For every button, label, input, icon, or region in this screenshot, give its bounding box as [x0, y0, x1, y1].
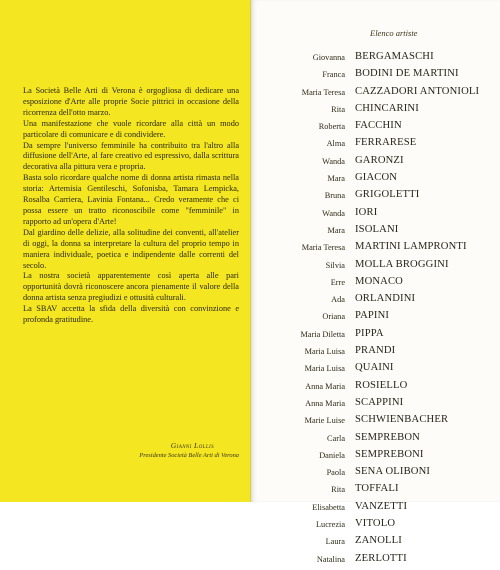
artist-row — [251, 68, 500, 85]
artist-first-name: Wanda — [322, 156, 345, 166]
artist-first-name: Marie Luise — [304, 416, 345, 426]
artist-row — [251, 432, 500, 449]
artist-last-name: VANZETTI — [355, 500, 408, 512]
artist-first-name: Natalina — [316, 554, 345, 564]
artist-last-name: PAPINI — [355, 310, 390, 322]
artist-row — [251, 414, 500, 431]
artist-first-name: Mara — [327, 174, 345, 184]
artist-first-name: Paola — [326, 468, 345, 478]
artist-row — [251, 466, 500, 483]
artist-first-name: Giovanna — [312, 53, 345, 62]
artist-first-name: Daniela — [319, 450, 345, 460]
artist-last-name: PIPPA — [355, 327, 384, 339]
artist-first-name: Anna Maria — [305, 398, 345, 408]
artist-first-name: Bruna — [324, 191, 345, 201]
intro-paragraph: Basta solo ricordare qualche nome di donna artista rimasta nella storia: Artemisia Gentileschi, Sofonisba, Tamara Lempicka, Rosalba Carriera, Lavinia Fontana... Credo veramente che ci possa essere un tratto riconoscibile come "femminile" in rapporto ad un'opera d'Arte! — [23, 173, 239, 226]
artist-first-name: Maria Diletta — [300, 329, 345, 339]
artist-last-name: FERRARESE — [355, 137, 417, 149]
artist-last-name: MARTINI LAMPRONTI — [355, 241, 467, 253]
artist-last-name: IORI — [355, 206, 378, 218]
intro-paragraph: Da sempre l'universo femminile ha contribuito tra l'altro alla diffusione dell'Arte, al fare creativo ed espressivo, dalla scrittura decorativa alla pittura vera e propria. — [23, 140, 239, 172]
artist-first-name: Wanda — [322, 208, 345, 218]
artist-first-name: Alma — [326, 139, 345, 149]
artist-last-name: FACCHIN — [355, 120, 402, 132]
artist-row — [251, 535, 500, 552]
artist-row — [251, 553, 500, 570]
artist-first-name: Maria Teresa — [301, 87, 345, 97]
artist-row — [251, 380, 500, 397]
artist-row — [251, 276, 500, 293]
artist-row — [251, 189, 500, 206]
artist-row — [251, 207, 500, 224]
artist-first-name: Erre — [330, 277, 345, 287]
artist-first-name: Rita — [331, 104, 345, 114]
artist-row — [251, 86, 500, 103]
artist-row — [251, 328, 500, 345]
artist-last-name: QUAINI — [355, 362, 394, 374]
artist-row — [251, 172, 500, 189]
artist-last-name: SEMPREBON — [355, 431, 420, 443]
artist-last-name: MONACO — [355, 275, 403, 287]
artist-row — [251, 362, 500, 379]
artist-last-name: ORLANDINI — [355, 293, 416, 305]
artist-first-name: Roberta — [318, 122, 345, 132]
artist-first-name: Maria Luisa — [304, 347, 345, 357]
artist-last-name: ISOLANI — [355, 223, 399, 235]
artist-last-name: GIACON — [355, 172, 398, 184]
artist-last-name: GARONZI — [355, 154, 404, 166]
artist-row — [251, 51, 500, 68]
artist-first-name: Rita — [331, 485, 345, 495]
artist-row — [251, 241, 500, 258]
intro-paragraph: Dal giardino delle delizie, alla solitudine dei conventi, all'atelier di oggi, la donna sa interpretare la cultura del proprio tempo in maniera individuale, poetica e indipendente dalle correnti del secolo. — [23, 227, 239, 270]
artist-row — [251, 224, 500, 241]
artist-last-name: CAZZADORI ANTONIOLI — [355, 85, 480, 97]
artist-last-name: GRIGOLETTI — [355, 189, 420, 201]
artist-last-name: PRANDI — [355, 345, 396, 357]
artist-row — [251, 259, 500, 276]
artist-row — [251, 518, 500, 535]
artist-first-name: Carla — [327, 433, 345, 443]
artist-last-name: BODINI DE MARTINI — [355, 68, 459, 80]
artist-first-name: Anna Maria — [305, 381, 345, 391]
artist-first-name: Franca — [322, 70, 345, 80]
artist-first-name: Oriana — [322, 312, 345, 322]
artist-list — [251, 51, 500, 570]
artist-last-name: SEMPREBONI — [355, 448, 424, 460]
artist-last-name: BERGAMASCHI — [355, 51, 434, 62]
artist-last-name: MOLLA BROGGINI — [355, 258, 449, 270]
signature-role: Presidente Società Belle Arti di Verona — [139, 452, 239, 459]
artist-last-name: SCAPPINI — [355, 396, 404, 408]
signature-name: Gianni Lollis — [170, 441, 214, 450]
artist-row — [251, 345, 500, 362]
intro-paragraph: La SBAV accetta la sfida della diversità con convinzione e profonda gratitudine. — [23, 304, 239, 325]
artist-first-name: Lucrezia — [315, 520, 345, 530]
intro-paragraph: La Società Belle Arti di Verona è orgogliosa di dedicare una esposizione d'Arte alle proprie Socie pittrici in occasione della ricorrenza dell'otto marzo. — [23, 86, 239, 117]
artist-first-name: Mara — [327, 225, 345, 235]
artist-last-name: ZERLOTTI — [355, 552, 407, 564]
artist-row — [251, 103, 500, 120]
artist-row — [251, 293, 500, 310]
artist-row — [251, 120, 500, 137]
artist-row — [251, 483, 500, 500]
artist-row — [251, 137, 500, 154]
artist-last-name: VITOLO — [355, 518, 396, 530]
artist-row — [251, 449, 500, 466]
artist-first-name: Elisabetta — [312, 502, 345, 512]
artist-last-name: ROSIELLO — [355, 379, 408, 391]
artist-row — [251, 501, 500, 518]
artist-first-name: Maria Luisa — [304, 364, 345, 374]
intro-paragraph: Una manifestazione che vuole ricordare alla città un modo particolare di comunicare e di condividere. — [23, 118, 239, 139]
artist-first-name: Ada — [331, 295, 345, 305]
artist-last-name: TOFFALI — [355, 483, 399, 495]
intro-text — [23, 86, 239, 326]
intro-paragraph: La nostra società apparentemente così aperta alle pari opportunità dovrà riconoscere ancora pienamente il valore della donna artista senza pregiudizi e ottusità culturali. — [23, 271, 239, 303]
artist-last-name: SENA OLIBONI — [355, 466, 431, 478]
artist-last-name: ZANOLLI — [355, 535, 402, 547]
artist-first-name: Silvia — [325, 260, 345, 270]
artist-row — [251, 397, 500, 414]
artist-last-name: SCHWIENBACHER — [355, 414, 449, 426]
artist-first-name: Laura — [325, 537, 345, 547]
signature-block — [23, 441, 239, 460]
artist-last-name: CHINCARINI — [355, 102, 419, 114]
artist-row — [251, 155, 500, 172]
artist-list-title: Elenco artiste — [370, 28, 418, 38]
artist-first-name: Maria Teresa — [301, 243, 345, 253]
artist-row — [251, 310, 500, 327]
left-panel — [0, 0, 251, 502]
